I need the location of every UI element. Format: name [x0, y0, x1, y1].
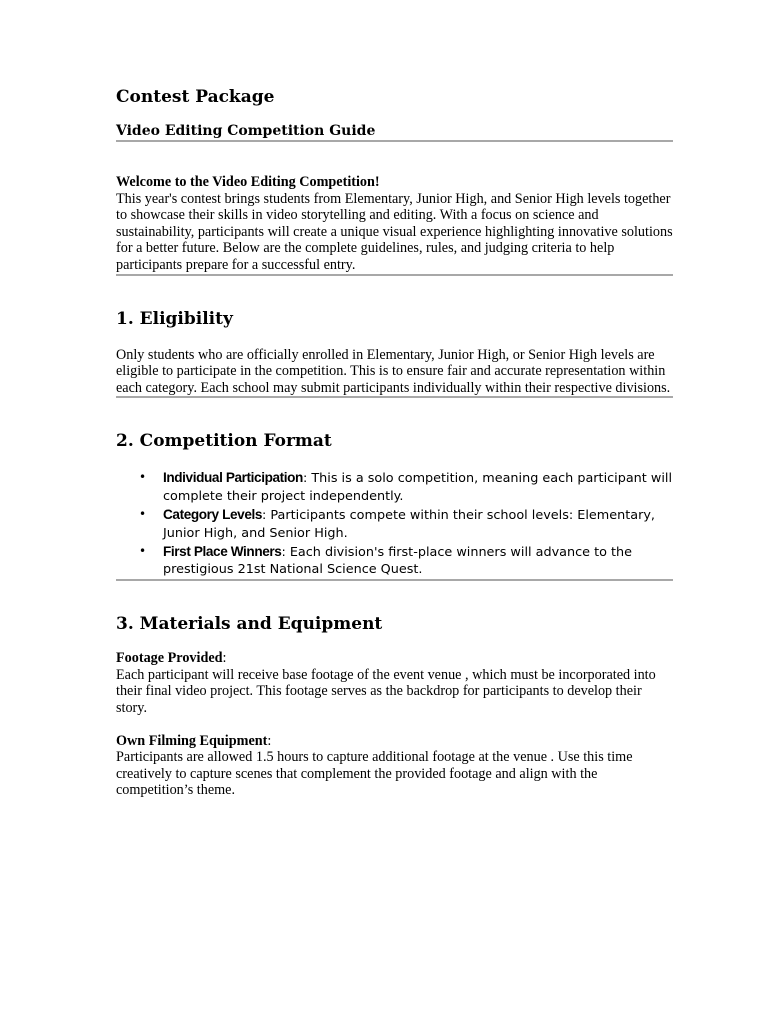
- list-item-text: : Each division's first-place winners will advance to the prestigious 21st National Science Quest.: [163, 544, 633, 578]
- list-item: [139, 506, 673, 543]
- bullet-icon: •: [139, 543, 147, 558]
- section-divider: [116, 274, 673, 276]
- section-divider: [116, 140, 673, 142]
- own-equipment-body: Participants are allowed 1.5 hours to capture additional footage at the venue . Use this time creatively to capture scenes that complement the provided footage and align with the competition’s theme.: [116, 749, 633, 799]
- own-equipment-block: [116, 733, 673, 799]
- intro-body: This year's contest brings students from Elementary, Junior High, and Senior High levels together to showcase their skills in video storytelling and editing. With a focus on science and sustainability, participants will create a unique visual experience highlighting innovative solutions for a better future. Below are the complete guidelines, rules, and judging criteria to help participants prepare for a successful entry.: [116, 190, 673, 273]
- competition-format-heading: 2. Competition Format: [116, 431, 332, 452]
- materials-heading: 3. Materials and Equipment: [116, 614, 383, 635]
- eligibility-body: Only students who are officially enrolled in Elementary, Junior High, or Senior High levels are eligible to participate in the competition. This is to ensure fair and accurate representation within each category. Each school may submit participants individually within their respective divisions.: [116, 346, 671, 396]
- bullet-icon: •: [139, 470, 147, 485]
- document-page: [116, 86, 673, 799]
- list-item-term: Category Levels: [163, 506, 263, 522]
- footage-provided-body: Each participant will receive base footage of the event venue , which must be incorporated into their final video project. This footage serves as the backdrop for participants to develop their story.: [116, 666, 656, 716]
- intro-heading: Welcome to the Video Editing Competition!: [116, 174, 380, 190]
- list-item: [139, 543, 673, 580]
- competition-format-list: [116, 469, 673, 579]
- document-title: Contest Package: [116, 87, 275, 107]
- footage-provided-colon: :: [222, 650, 227, 667]
- intro-section: [116, 174, 673, 274]
- list-item-text: : This is a solo competition, meaning each participant will complete their project independently.: [163, 471, 673, 505]
- bullet-icon: •: [139, 506, 147, 521]
- footage-provided-label: Footage Provided: [116, 650, 223, 667]
- own-equipment-label: Own Filming Equipment: [116, 732, 268, 749]
- list-item-term: Individual Participation: [163, 470, 303, 486]
- list-item-text: : Participants compete within their school levels: Elementary, Junior High, and Senior High.: [163, 507, 655, 541]
- list-item-term: First Place Winners: [163, 543, 282, 559]
- footage-provided-block: [116, 650, 673, 716]
- own-equipment-colon: :: [267, 732, 272, 749]
- section-divider: [116, 579, 673, 581]
- list-item: [139, 469, 673, 506]
- eligibility-heading: 1. Eligibility: [116, 308, 233, 329]
- section-divider: [116, 396, 673, 398]
- document-subtitle: Video Editing Competition Guide: [116, 123, 376, 139]
